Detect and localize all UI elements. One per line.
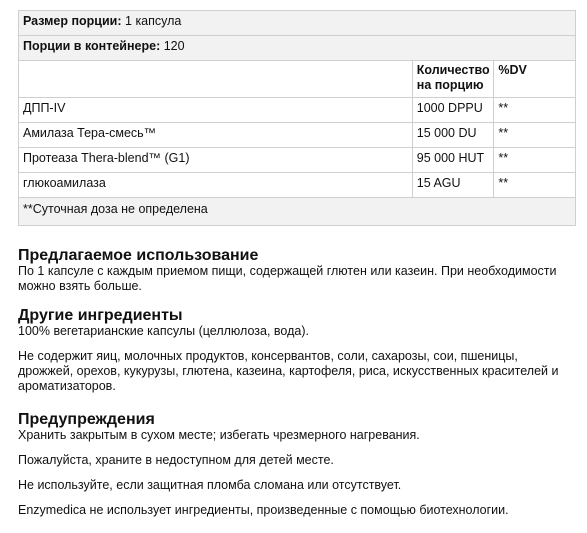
usage-title: Предлагаемое использование: [18, 247, 259, 264]
header-amount-line1: Количество: [416, 63, 490, 77]
warning-children: Пожалуйста, храните в недоступном для детей месте.: [18, 453, 334, 467]
ingredient-name: Амилаза Тера-смесь™: [19, 123, 413, 148]
ingredients-free-from-line-1: Не содержит яиц, молочных продуктов, консервантов, соли, сахарозы, сои, пшеницы,: [18, 349, 518, 363]
serving-size-row: [19, 11, 576, 36]
ingredient-amount: 15 AGU: [412, 173, 494, 198]
ingredients-free-from-line-2: дрожжей, орехов, кукурузы, глютена, казеина, картофеля, риса, искусственных красителей и: [18, 364, 559, 378]
supplement-facts: [18, 10, 576, 226]
serving-size-label: Размер порции:: [23, 14, 122, 28]
table-row: [19, 173, 576, 198]
ingredients-title: Другие ингредиенты: [18, 307, 183, 324]
supplement-facts-table: [18, 10, 576, 226]
ingredient-name: Протеаза Thera-blend™ (G1): [19, 148, 413, 173]
table-row: [19, 98, 576, 123]
table-row: [19, 148, 576, 173]
ingredient-amount: 15 000 DU: [412, 123, 494, 148]
header-amount-line2: на порцию: [416, 78, 484, 92]
warning-seal: Не используйте, если защитная пломба сломана или отсутствует.: [18, 478, 402, 492]
ingredients-section: [18, 307, 576, 394]
footnote-row: [19, 198, 576, 226]
servings-label: Порции в контейнере:: [23, 39, 161, 53]
usage-section: [18, 247, 576, 294]
servings-value: 120: [163, 39, 185, 53]
warning-storage: Хранить закрытым в сухом месте; избегать чрезмерного нагревания.: [18, 428, 420, 442]
ingredient-amount: 95 000 HUT: [412, 148, 494, 173]
usage-line-2: можно взять больше.: [18, 279, 142, 293]
ingredient-dv: **: [494, 148, 576, 173]
serving-size-value: 1 капсула: [125, 14, 182, 28]
warnings-section: [18, 411, 576, 518]
ingredient-dv: **: [494, 173, 576, 198]
ingredient-name: ДПП-IV: [19, 98, 413, 123]
table-row: [19, 123, 576, 148]
table-header-row: [19, 61, 576, 98]
warnings-title: Предупреждения: [18, 411, 155, 428]
ingredient-name: глюкоамилаза: [19, 173, 413, 198]
ingredient-dv: **: [494, 123, 576, 148]
warning-biotech: Enzymedica не использует ингредиенты, произведенные с помощью биотехнологии.: [18, 503, 509, 517]
servings-per-container-row: [19, 36, 576, 61]
ingredient-dv: **: [494, 98, 576, 123]
header-amount-cell: [412, 61, 494, 98]
footnote-text: **Суточная доза не определена: [19, 198, 576, 226]
header-dv-cell: %DV: [494, 61, 576, 98]
ingredients-capsules: 100% вегетарианские капсулы (целлюлоза, вода).: [18, 324, 309, 338]
header-name-cell: [19, 61, 413, 98]
ingredient-amount: 1000 DPPU: [412, 98, 494, 123]
ingredients-free-from-line-3: ароматизаторов.: [18, 379, 116, 393]
usage-line-1: По 1 капсуле с каждым приемом пищи, содержащей глютен или казеин. При необходимости: [18, 264, 557, 278]
